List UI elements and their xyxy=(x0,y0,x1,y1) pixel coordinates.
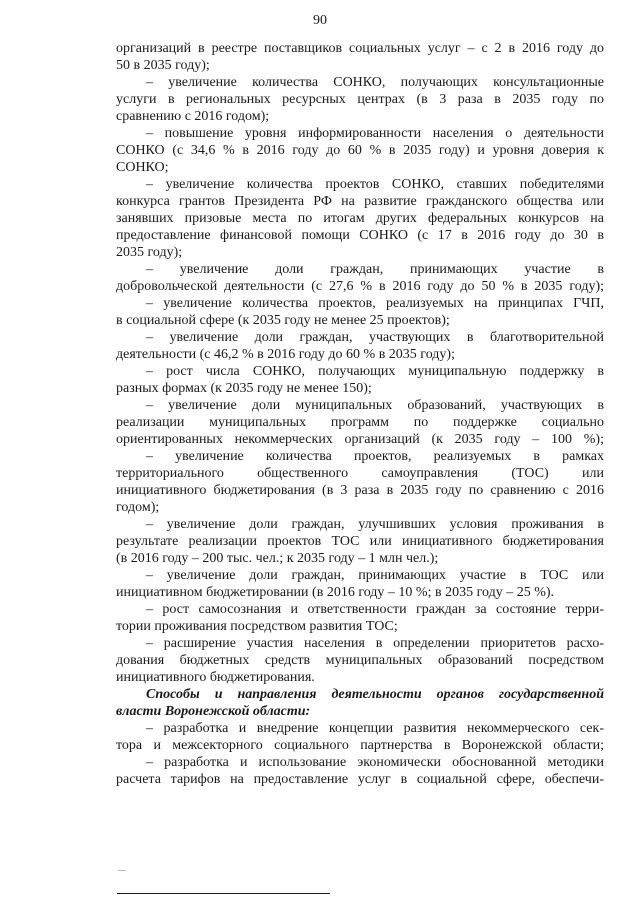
text-line: 2035 году); xyxy=(116,245,183,260)
page-number: 90 xyxy=(313,13,327,28)
text-line: инициативного бюджетирования (в 3 раза в 2035 году по сравнению с 2016 xyxy=(116,483,604,498)
text-line: (в 2016 году – 200 тыс. чел.; к 2035 году – 1 млн чел.); xyxy=(116,551,439,566)
text-line: тории проживания посредством развития ТОС; xyxy=(116,619,398,634)
text-line: ориентированных некоммерческих организаций (к 2035 году – 100 %); xyxy=(116,432,604,447)
text-line: – разработка и использование экономически обоснованной методики xyxy=(146,755,604,770)
text-line: разных формах (к 2035 году не менее 150); xyxy=(116,381,372,396)
text-line: в социальной сфере (к 2035 году не менее 25 проектов); xyxy=(116,313,450,328)
text-line: предоставление финансовой помощи СОНКО (с 17 в 2016 году до 30 в xyxy=(116,228,604,243)
text-line: – увеличение доли граждан, участвующих в благотворительной xyxy=(146,330,604,345)
text-line: – расширение участия населения в определении приоритетов расхо- xyxy=(146,636,604,651)
text-line: – разработка и внедрение концепции развития некоммерческого сек- xyxy=(146,721,604,736)
text-line: дования бюджетных средств муниципальных образований посредством xyxy=(116,653,604,668)
footnote-rule xyxy=(117,893,330,894)
text-line: – увеличение количества проектов, реализуемых в рамках xyxy=(146,449,604,464)
text-line: – увеличение доли граждан, принимающих участие в xyxy=(146,262,604,277)
text-line: СОНКО; xyxy=(116,160,169,175)
text-line: – рост числа СОНКО, получающих муниципальную поддержку в xyxy=(146,364,604,379)
text-line: – увеличение доли граждан, улучшивших условия проживания в xyxy=(146,517,604,532)
section-heading: власти Воронежской области: xyxy=(116,704,311,719)
text-line: услуги в региональных ресурсных центрах (в 3 раза в 2035 году по xyxy=(116,92,604,107)
text-line: территориального общественного самоуправления (ТОС) или xyxy=(116,466,604,481)
text-line: – увеличение количества проектов СОНКО, ставших победителями xyxy=(146,177,604,192)
text-line: деятельности (с 46,2 % в 2016 году до 60 % в 2035 году); xyxy=(116,347,455,362)
text-line: организаций в реестре поставщиков социальных услуг – с 2 в 2016 году до xyxy=(116,41,604,56)
text-line: 50 в 2035 году); xyxy=(116,58,210,73)
margin-mark xyxy=(118,870,126,871)
text-line: – рост самосознания и ответственности граждан за состояние терри- xyxy=(146,602,604,617)
text-line: инициативного бюджетирования. xyxy=(116,670,315,685)
body-text xyxy=(116,40,604,788)
text-line: – увеличение количества СОНКО, получающих консультационные xyxy=(146,75,604,90)
text-line: – увеличение доли муниципальных образований, участвующих в xyxy=(146,398,604,413)
text-line: расчета тарифов на предоставление услуг в социальной сфере, обеспечи- xyxy=(116,772,604,787)
text-line: тора и межсекторного социального партнерства в Воронежской области; xyxy=(116,738,604,753)
text-line: – увеличение количества проектов, реализуемых на принципах ГЧП, xyxy=(146,296,604,311)
text-line: сравнению с 2016 годом); xyxy=(116,109,270,124)
text-line: реализации муниципальных программ по поддержке социально xyxy=(116,415,604,430)
text-line: конкурса грантов Президента РФ на развитие гражданского общества или xyxy=(116,194,604,209)
section-heading: Способы и направления деятельности органов государственной xyxy=(146,687,604,702)
text-line: инициативном бюджетировании (в 2016 году – 10 %; в 2035 году – 25 %). xyxy=(116,585,555,600)
text-line: добровольческой деятельности (с 27,6 % в 2016 году до 50 % в 2035 году); xyxy=(116,279,604,294)
text-line: занявших призовые места по итогам других федеральных конкурсов на xyxy=(116,211,604,226)
text-line: – увеличение доли граждан, принимающих участие в ТОС или xyxy=(146,568,604,583)
text-line: СОНКО (с 34,6 % в 2016 году до 60 % в 2035 году) и уровня доверия к xyxy=(116,143,604,158)
text-line: результате реализации проектов ТОС или инициативного бюджетирования xyxy=(116,534,604,549)
text-line: – повышение уровня информированности населения о деятельности xyxy=(146,126,604,141)
text-line: годом); xyxy=(116,500,160,515)
